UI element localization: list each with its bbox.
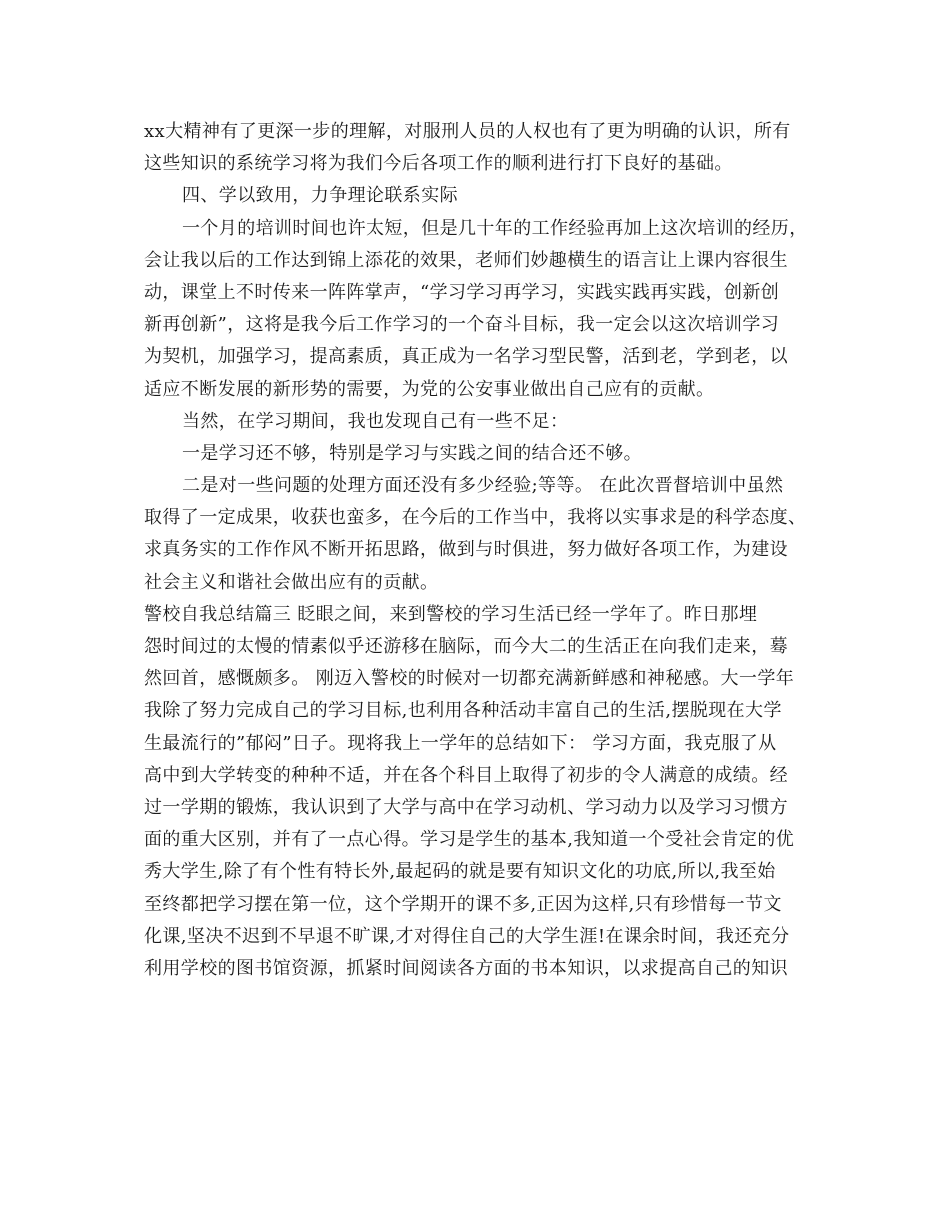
section-heading: 四、学以致用，力争理论联系实际 (182, 185, 458, 207)
text-line-27: 利用学校的图书馆资源，抓紧时间阅读各方面的书本知识，以求提高自己的知识 (144, 957, 788, 979)
text-line-18: 然回首，感慨颇多。 刚迈入警校的时候对一切都充满新鲜感和神秘感。大一学年 (144, 668, 795, 690)
text-line-7: 新再创新”，这将是我今后工作学习的一个奋斗目标，我一定会以这次培训学习 (144, 314, 780, 336)
text-line-11: 一是学习还不够，特别是学习与实践之间的结合还不够。 (182, 442, 642, 464)
text-line-21: 高中到大学转变的种种不适，并在各个科目上取得了初步的令人满意的成绩。经 (144, 764, 788, 786)
document-body (144, 116, 814, 985)
text-line-8: 为契机，加强学习，提高素质，真正成为一名学习型民警，活到老，学到老，以 (144, 346, 788, 368)
text-line-13: 取得了一定成果，收获也蛮多，在今后的工作当中，我将以实事求是的科学态度、 (144, 507, 807, 529)
text-line-20: 生最流行的”郁闷”日子。现将我上一学年的总结如下： 学习方面，我克服了从 (144, 732, 777, 754)
text-line-15: 社会主义和谐社会做出应有的贡献。 (144, 571, 439, 593)
text-line-2: 这些知识的系统学习将为我们今后各项工作的顺利进行打下良好的基础。 (144, 153, 733, 175)
text-line-10: 当然，在学习期间，我也发现自己有一些不足： (182, 410, 569, 432)
text-line-12: 二是对一些问题的处理方面还没有多少经验;等等。 在此次晋督培训中虽然 (182, 475, 784, 497)
text-line-4: 一个月的培训时间也许太短，但是几十年的工作经验再加上这次培训的经历， (182, 217, 808, 239)
text-line-16: 警校自我总结篇三 眨眼之间，来到警校的学习生活已经一学年了。昨日那埋 (144, 603, 758, 625)
text-line-9: 适应不断发展的新形势的需要，为党的公安事业做出自己应有的贡献。 (144, 378, 715, 400)
text-line-25: 至终都把学习摆在第一位，这个学期开的课不多,正因为这样,只有珍惜每一节文 (144, 893, 782, 915)
text-line-1: xx大精神有了更深一步的理解，对服刑人员的人权也有了更为明确的认识，所有 (144, 121, 791, 142)
text-line-5: 会让我以后的工作达到锦上添花的效果，老师们妙趣横生的语言让上课内容很生 (144, 249, 788, 271)
text-line-14: 求真务实的工作作风不断开拓思路，做到与时俱进，努力做好各项工作，为建设 (144, 539, 788, 561)
text-line-26: 化课,坚决不迟到不早退不旷课,才对得住自己的大学生涯!在课余时间，我还充分 (144, 925, 790, 947)
text-line-24: 秀大学生,除了有个性有特长外,最起码的就是要有知识文化的功底,所以,我至始 (144, 861, 776, 883)
text-line-22: 过一学期的锻炼，我认识到了大学与高中在学习动机、学习动力以及学习习惯方 (144, 796, 788, 818)
text-line-19: 我除了努力完成自己的学习目标,也利用各种活动丰富自己的生活,摆脱现在大学 (144, 700, 782, 722)
text-line-6: 动，课堂上不时传来一阵阵掌声，“学习学习再学习，实践实践再实践，创新创 (144, 281, 780, 303)
text-line-17: 怨时间过的太慢的情素似乎还游移在脑际，而今大二的生活正在向我们走来，蓦 (144, 636, 788, 657)
text-line-23: 面的重大区别，并有了一点心得。学习是学生的基本,我知道一个受社会肯定的优 (144, 829, 795, 851)
